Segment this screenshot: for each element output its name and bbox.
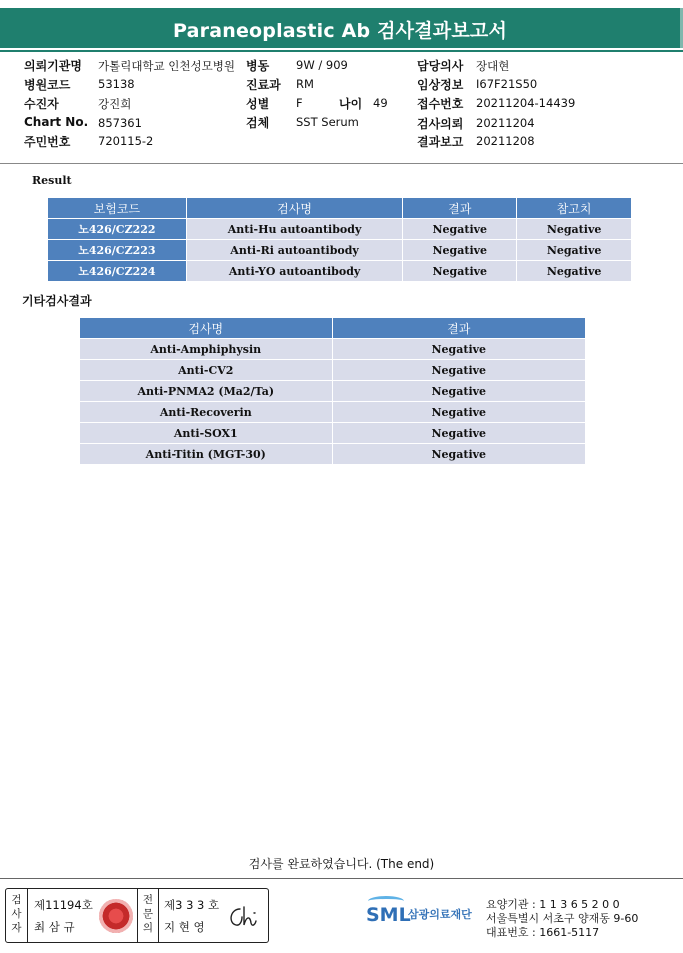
test-result: Negative (332, 402, 585, 423)
insurance-code: 노426/CZ222 (48, 219, 187, 240)
sml-logo (366, 896, 481, 936)
column-header-test: 검사명 (80, 318, 333, 339)
column-header-result: 결과 (403, 198, 517, 219)
reference-value: Negative (517, 261, 632, 282)
test-name: Anti-PNMA2 (Ma2/Ta) (80, 381, 333, 402)
sex: F (296, 96, 303, 110)
table-row (48, 240, 632, 261)
other-results-table (79, 317, 586, 465)
test-result: Negative (332, 381, 585, 402)
ward: 9W / 909 (296, 58, 348, 72)
signature-box (5, 888, 269, 943)
test-result: Negative (332, 444, 585, 465)
patient-name: 강진희 (98, 97, 132, 111)
test-name: Anti-Ri autoantibody (186, 240, 403, 261)
chart-no: 857361 (98, 116, 142, 130)
org-address: 서울특별시 서초구 양재동 9-60 (486, 912, 639, 925)
test-name: Anti-YO autoantibody (186, 261, 403, 282)
examiner-name: 최 삼 규 (34, 920, 75, 934)
specimen: SST Serum (296, 115, 359, 129)
id-no: 720115-2 (98, 134, 154, 148)
end-text: 검사를 완료하였습니다. (The end) (248, 857, 435, 871)
test-result: Negative (332, 423, 585, 444)
clinical-info: I67F21S50 (476, 77, 538, 91)
test-name: Anti-Titin (MGT-30) (80, 444, 333, 465)
examiner-label (6, 889, 28, 942)
test-result: Negative (332, 339, 585, 360)
receipt-no-label: 접수번호 (417, 97, 464, 111)
org-phone: 대표번호 : 1661-5117 (486, 926, 600, 939)
table-row (80, 423, 586, 444)
report-title-bar (0, 8, 683, 48)
specialist-name: 지 현 영 (164, 920, 205, 934)
age-label: 나이 (339, 97, 363, 111)
test-result: Negative (403, 219, 517, 240)
test-result: Negative (403, 240, 517, 261)
requesting-org: 가톨릭대학교 인천성모병원 (98, 59, 235, 73)
signature-icon (224, 903, 262, 931)
age: 49 (373, 96, 388, 110)
org-name: 삼광의료재단 (408, 908, 472, 921)
result-section-label: Result (32, 174, 72, 187)
column-header-test: 검사명 (186, 198, 403, 219)
end-of-report-text (0, 855, 683, 872)
test-name: Anti-SOX1 (80, 423, 333, 444)
table-row (80, 360, 586, 381)
request-date-label: 검사의뢰 (417, 117, 464, 131)
column-header-result: 결과 (332, 318, 585, 339)
report-date: 20211208 (476, 134, 535, 148)
examiner-label-text: 검사자 (11, 894, 22, 934)
dept: RM (296, 77, 314, 91)
test-result: Negative (403, 261, 517, 282)
result-table-header-row (48, 198, 632, 219)
request-date: 20211204 (476, 116, 535, 130)
report-title: Paraneoplastic Ab 검사결과보고서 (172, 20, 507, 42)
header-divider (0, 163, 683, 164)
other-table-header-row (80, 318, 586, 339)
ward-label: 병동 (246, 59, 270, 73)
footer-divider (0, 878, 683, 879)
report-date-label: 결과보고 (417, 135, 464, 149)
org-info (486, 898, 638, 940)
result-table (47, 197, 632, 282)
receipt-no: 20211204-14439 (476, 96, 576, 110)
table-row (48, 219, 632, 240)
other-section-label: 기타검사결과 (22, 294, 92, 308)
test-result: Negative (332, 360, 585, 381)
table-row (80, 444, 586, 465)
chart-no-label: Chart No. (24, 115, 89, 129)
reference-value: Negative (517, 240, 632, 261)
table-row (80, 381, 586, 402)
column-header-reference: 참고치 (517, 198, 632, 219)
org-code: 요양기관 : 1 1 3 6 5 2 0 0 (486, 898, 620, 911)
dept-label: 진료과 (246, 78, 281, 92)
test-name: Anti-Amphiphysin (80, 339, 333, 360)
test-name: Anti-CV2 (80, 360, 333, 381)
physician: 장대현 (476, 59, 510, 73)
table-row (80, 339, 586, 360)
id-no-label: 주민번호 (24, 135, 71, 149)
insurance-code: 노426/CZ223 (48, 240, 187, 261)
physician-label: 담당의사 (417, 59, 464, 73)
examiner-license: 제11194호 (34, 898, 93, 912)
patient-label: 수진자 (24, 97, 59, 111)
table-row (80, 402, 586, 423)
insurance-code: 노426/CZ224 (48, 261, 187, 282)
examiner-seal-icon (99, 899, 133, 933)
logo-mark: SML (366, 904, 411, 926)
specialist-label-text: 전문의 (142, 894, 154, 934)
test-name: Anti-Recoverin (80, 402, 333, 423)
requesting-org-label: 의뢰기관명 (24, 59, 82, 73)
reference-value: Negative (517, 219, 632, 240)
title-rule (0, 50, 683, 52)
hospital-code-label: 병원코드 (24, 78, 71, 92)
specialist-license: 제3 3 3 호 (164, 898, 220, 912)
sex-label: 성별 (246, 97, 270, 111)
clinical-info-label: 임상정보 (417, 78, 464, 92)
test-name: Anti-Hu autoantibody (186, 219, 403, 240)
specialist-label (137, 889, 159, 942)
table-row (48, 261, 632, 282)
column-header-code: 보험코드 (48, 198, 187, 219)
specimen-label: 검체 (246, 116, 270, 130)
hospital-code: 53138 (98, 77, 135, 91)
